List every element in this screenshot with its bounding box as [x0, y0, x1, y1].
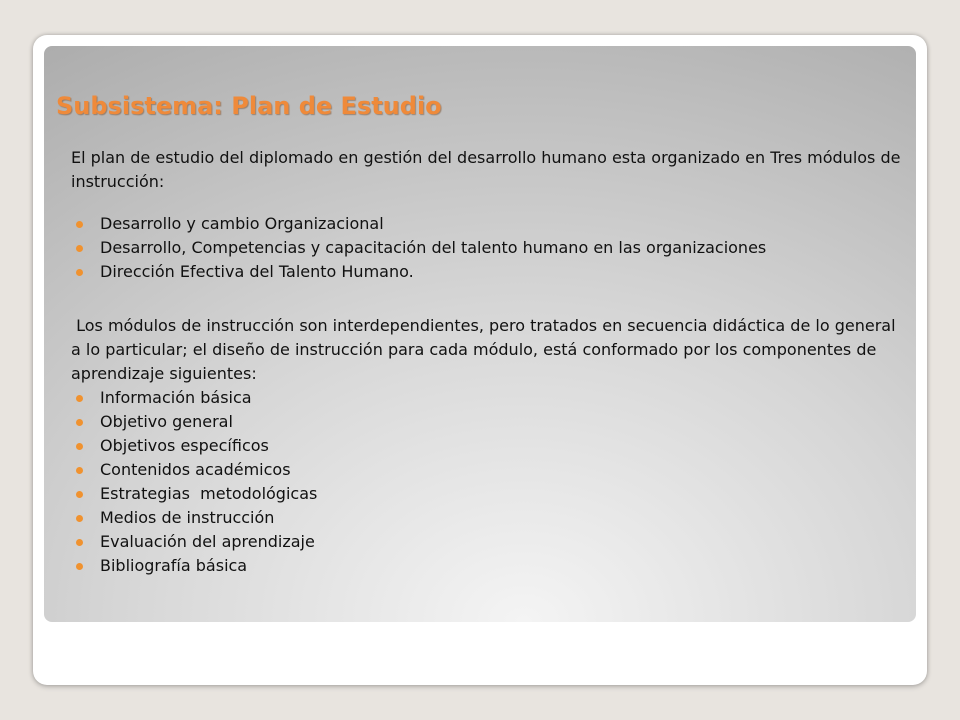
list-item [71, 458, 901, 482]
second-paragraph [71, 314, 901, 386]
list-item [71, 530, 901, 554]
list-item-text: Objetivo general [100, 412, 233, 431]
bullet-dot-icon [76, 467, 83, 474]
content-panel [44, 46, 916, 622]
slide-body [71, 146, 901, 578]
list-item-text: Desarrollo y cambio Organizacional [100, 214, 384, 233]
list-item [71, 434, 901, 458]
bullet-dot-icon [76, 269, 83, 276]
list-item [71, 260, 901, 284]
bullet-dot-icon [76, 221, 83, 228]
list-item [71, 554, 901, 578]
bullet-dot-icon [76, 515, 83, 522]
list-item-text: Objetivos específicos [100, 436, 269, 455]
list-item-text: Evaluación del aprendizaje [100, 532, 315, 551]
bullet-dot-icon [76, 539, 83, 546]
bullet-dot-icon [76, 419, 83, 426]
bullet-dot-icon [76, 491, 83, 498]
list-item-text: Bibliografía básica [100, 556, 248, 575]
intro-paragraph: El plan de estudio del diplomado en gestión del desarrollo humano esta organizado en Tres módulos de instrucción: [71, 148, 901, 191]
list-item [71, 386, 901, 410]
bullet-dot-icon [76, 395, 83, 402]
modules-list [71, 212, 901, 284]
bullet-dot-icon [76, 245, 83, 252]
list-item-text: Medios de instrucción [100, 508, 275, 527]
list-item-text: Desarrollo, Competencias y capacitación del talento humano en las organizaciones [100, 238, 767, 257]
components-list [71, 386, 901, 578]
list-item-text: Información básica [100, 388, 252, 407]
list-item [71, 410, 901, 434]
bullet-dot-icon [76, 563, 83, 570]
bullet-dot-icon [76, 443, 83, 450]
list-item-text: Contenidos académicos [100, 460, 291, 479]
second-paragraph-text: Los módulos de instrucción son interdependientes, pero tratados en secuencia didáctica de lo general a lo particular; el diseño de instrucción para cada módulo, está conformado por los componentes de aprendizaje siguientes: [71, 316, 896, 383]
list-item-text: Estrategias metodológicas [100, 484, 318, 503]
list-item [71, 506, 901, 530]
slide-title: Subsistema: Plan de Estudio [56, 92, 442, 120]
list-item [71, 482, 901, 506]
list-item [71, 236, 901, 260]
list-item [71, 212, 901, 236]
list-item-text: Dirección Efectiva del Talento Humano. [100, 262, 414, 281]
